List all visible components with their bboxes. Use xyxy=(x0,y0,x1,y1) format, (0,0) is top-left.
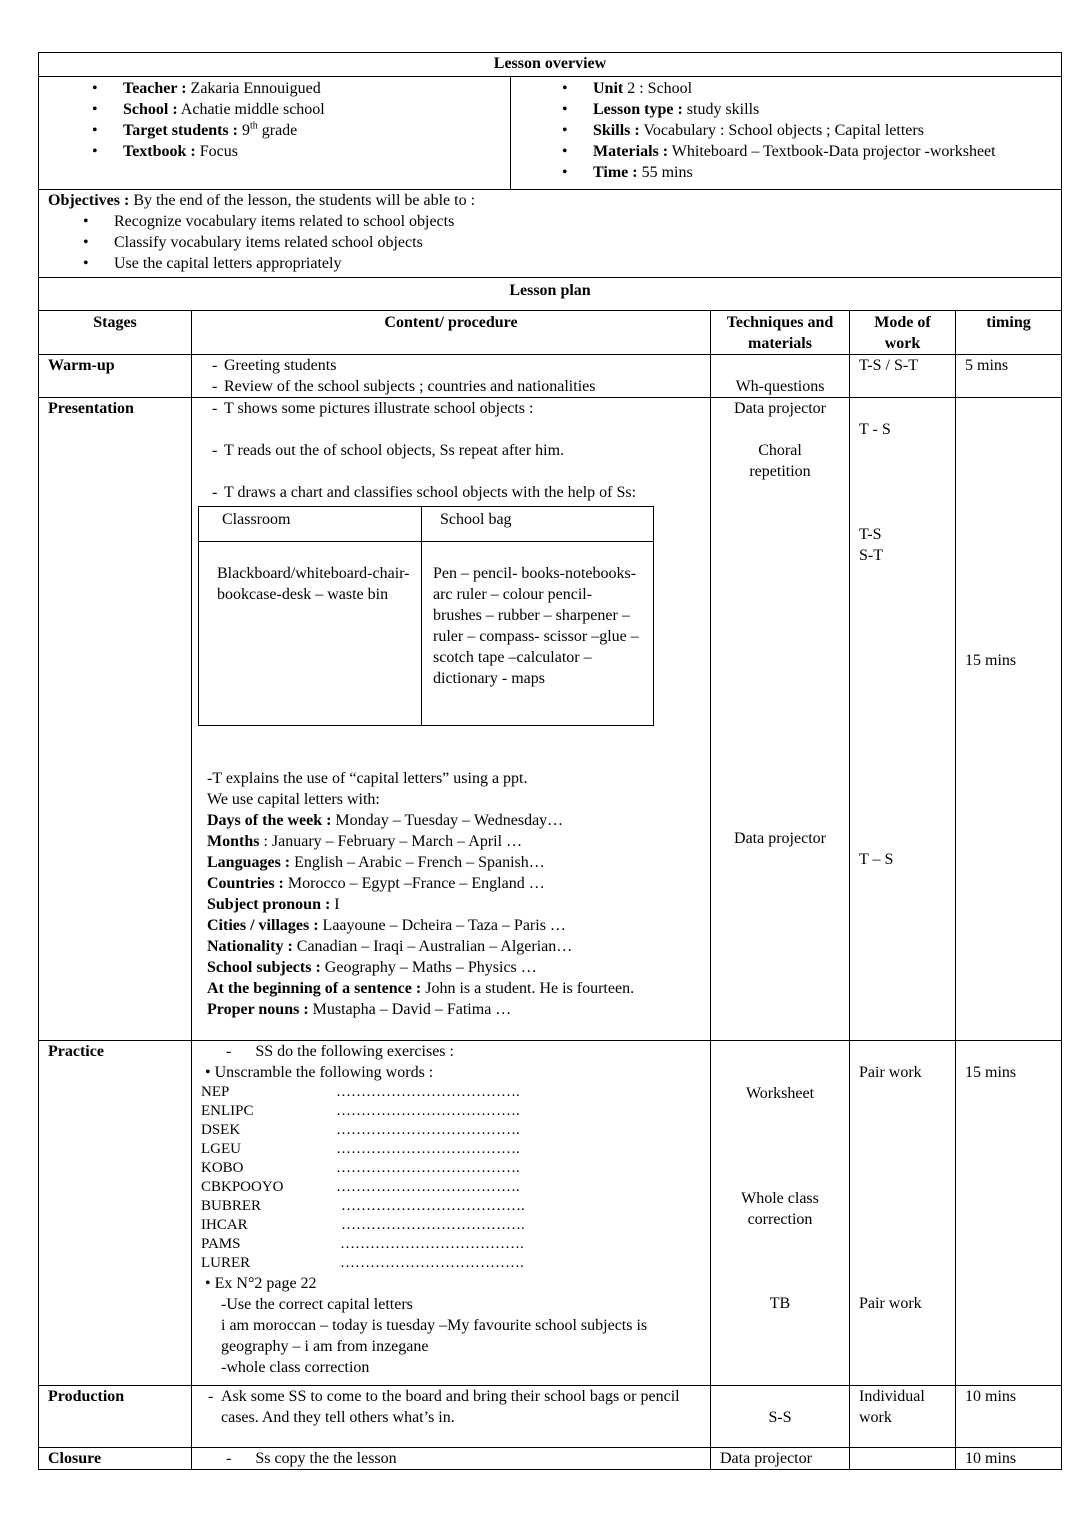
caps-item: Languages : English – Arabic – French – Spanish… xyxy=(207,854,545,871)
header-stages: Stages xyxy=(39,311,192,355)
warmup-timing: 5 mins xyxy=(956,355,1062,398)
presentation-mode-item: T - S xyxy=(859,421,891,438)
closure-mode xyxy=(850,1448,956,1470)
caps-item: Countries : Morocco – Egypt –France – England … xyxy=(207,875,545,892)
practice-mode-item: Pair work xyxy=(859,1295,922,1312)
overview-right xyxy=(511,77,1062,190)
presentation-mode-item: T – S xyxy=(859,851,894,868)
lesson-table xyxy=(38,52,1062,1470)
warmup-content xyxy=(192,355,711,398)
unit-item: • Unit 2 : School xyxy=(593,78,1052,99)
caps-item: Nationality : Canadian – Iraqi – Australian – Algerian… xyxy=(207,938,573,955)
production-mode: Individual work xyxy=(850,1386,956,1448)
lesson-plan-title: Lesson plan xyxy=(39,278,1062,311)
textbook-item: • Textbook : Focus xyxy=(123,141,501,162)
presentation-tech: Data projector xyxy=(734,400,826,417)
practice-tech: TB xyxy=(769,1295,791,1312)
lesson-plan-document xyxy=(38,52,1061,1470)
stage-presentation: Presentation xyxy=(39,398,192,1041)
warmup-line: - Greeting students xyxy=(212,355,701,376)
target-students-item: • Target students : 9th grade xyxy=(123,120,501,141)
header-mode: Mode of work xyxy=(850,311,956,355)
practice-tech: Worksheet xyxy=(745,1085,815,1102)
chart-body-classroom: Blackboard/whiteboard-chair-bookcase-desk – waste bin xyxy=(199,542,422,726)
overview-title: Lesson overview xyxy=(39,53,1062,77)
unscramble-row: BUBRER ………………………………. xyxy=(201,1198,525,1214)
practice-tech: Whole class correction xyxy=(741,1190,819,1228)
practice-ex2-line: -Use the correct capital letters xyxy=(221,1296,413,1313)
capitals-intro-line: We use capital letters with: xyxy=(207,791,380,808)
unscramble-row: KOBO ………………………………. xyxy=(201,1160,520,1176)
practice-mode-item: Pair work xyxy=(859,1064,922,1081)
capitals-intro-line: -T explains the use of “capital letters” using a ppt. xyxy=(207,770,528,787)
overview-right-list xyxy=(520,78,1052,183)
practice-ex2-body xyxy=(201,1294,701,1378)
presentation-tech: Data projector xyxy=(734,830,826,847)
practice-intro: - SS do the following exercises : xyxy=(226,1043,454,1060)
caps-item: Proper nouns : Mustapha – David – Fatima … xyxy=(207,1001,512,1018)
materials-item: • Materials : Whiteboard – Textbook-Data projector -worksheet xyxy=(593,141,1052,162)
unscramble-row: NEP ………………………………. xyxy=(201,1084,520,1100)
presentation-techniques xyxy=(711,398,850,1041)
chart-head-schoolbag: School bag xyxy=(422,507,654,542)
closure-timing: 10 mins xyxy=(956,1448,1062,1470)
stage-warmup: Warm-up xyxy=(39,355,192,398)
presentation-mode xyxy=(850,398,956,1041)
presentation-line: - T shows some pictures illustrate school objects : xyxy=(212,398,701,419)
overview-left xyxy=(39,77,511,190)
production-text: - Ask some SS to come to the board and bring their school bags or pencil cases. And they tell others what’s in. xyxy=(208,1386,701,1428)
presentation-timing-value: 15 mins xyxy=(965,652,1017,669)
school-item: • School : Achatie middle school xyxy=(123,99,501,120)
presentation-line: - T reads out the of school objects, Ss repeat after him. xyxy=(212,440,701,461)
objectives-list xyxy=(48,211,1052,274)
production-content xyxy=(192,1386,711,1448)
production-technique: S-S xyxy=(711,1386,850,1448)
header-timing: timing xyxy=(956,311,1062,355)
capitals-intro xyxy=(207,768,701,1020)
unscramble-row: CBKPOOYO ………………………………. xyxy=(201,1179,520,1195)
header-content: Content/ procedure xyxy=(192,311,711,355)
warmup-technique: Wh-questions xyxy=(711,355,850,398)
header-techniques: Techniques and materials xyxy=(711,311,850,355)
overview-left-list xyxy=(48,78,501,162)
unscramble-row: DSEK ………………………………. xyxy=(201,1122,520,1138)
practice-timing xyxy=(956,1041,1062,1386)
caps-item: Subject pronoun : I xyxy=(207,896,340,913)
presentation-line: - T draws a chart and classifies school objects with the help of Ss: xyxy=(212,482,701,503)
stage-practice: Practice xyxy=(39,1041,192,1386)
classification-chart xyxy=(198,506,654,726)
warmup-line: - Review of the school subjects ; countries and nationalities xyxy=(212,376,701,397)
closure-content: - Ss copy the the lesson xyxy=(192,1448,711,1470)
presentation-content xyxy=(192,398,711,1041)
practice-ex2-line: -whole class correction xyxy=(221,1359,370,1376)
practice-mode xyxy=(850,1041,956,1386)
unscramble-row: ENLIPC ………………………………. xyxy=(201,1103,520,1119)
unscramble-row: PAMS ………………………………. xyxy=(201,1236,524,1252)
teacher-item: • Teacher : Zakaria Ennouigued xyxy=(123,78,501,99)
closure-text: Ss copy the the lesson xyxy=(255,1450,397,1467)
chart-body-schoolbag: Pen – pencil- books-notebooks- arc ruler – colour pencil- brushes – rubber – sharpener – ruler – compass- scissor –glue – scotch tape –calculator – dictionary - maps xyxy=(422,542,654,726)
objective-item: • Recognize vocabulary items related to school objects xyxy=(114,211,1052,232)
caps-item: School subjects : Geography – Maths – Physics … xyxy=(207,959,537,976)
caps-item: Cities / villages : Laayoune – Dcheira – Taza – Paris … xyxy=(207,917,566,934)
unscramble-row: IHCAR ………………………………. xyxy=(201,1217,525,1233)
skills-item: • Skills : Vocabulary : School objects ; Capital letters xyxy=(593,120,1052,141)
unscramble-row: LURER ………………………………. xyxy=(201,1255,524,1271)
lesson-type-item: • Lesson type : study skills xyxy=(593,99,1052,120)
objectives-cell xyxy=(39,190,1062,278)
practice-ex1: • Unscramble the following words : xyxy=(205,1064,434,1081)
time-item: • Time : 55 mins xyxy=(593,162,1052,183)
caps-item: Days of the week : Monday – Tuesday – Wednesday… xyxy=(207,812,564,829)
objective-item: • Classify vocabulary items related school objects xyxy=(114,232,1052,253)
unscramble-row: LGEU ………………………………. xyxy=(201,1141,520,1157)
objectives-intro: Objectives : By the end of the lesson, the students will be able to : xyxy=(48,192,476,209)
production-timing: 10 mins xyxy=(956,1386,1062,1448)
warmup-mode: T-S / S-T xyxy=(850,355,956,398)
stage-production: Production xyxy=(39,1386,192,1448)
chart-head-classroom: Classroom xyxy=(199,507,422,542)
stage-closure: Closure xyxy=(39,1448,192,1470)
unscramble-list xyxy=(201,1083,596,1273)
practice-content xyxy=(192,1041,711,1386)
practice-ex2-line: i am moroccan – today is tuesday –My favourite school subjects is geography – i am from inzegane xyxy=(221,1317,648,1355)
closure-technique: Data projector xyxy=(711,1448,850,1470)
objective-item: • Use the capital letters appropriately xyxy=(114,253,1052,274)
practice-timing-value: 15 mins xyxy=(965,1064,1017,1081)
presentation-mode-item: S-T xyxy=(859,547,883,564)
practice-techniques xyxy=(711,1041,850,1386)
caps-item: At the beginning of a sentence : John is a student. He is fourteen. xyxy=(207,980,635,997)
presentation-tech: Choral repetition xyxy=(749,442,811,480)
presentation-mode-item: T-S xyxy=(859,526,882,543)
practice-ex2: • Ex N°2 page 22 xyxy=(205,1275,317,1292)
caps-item: Months : January – February – March – April … xyxy=(207,833,523,850)
presentation-timing xyxy=(956,398,1062,1041)
